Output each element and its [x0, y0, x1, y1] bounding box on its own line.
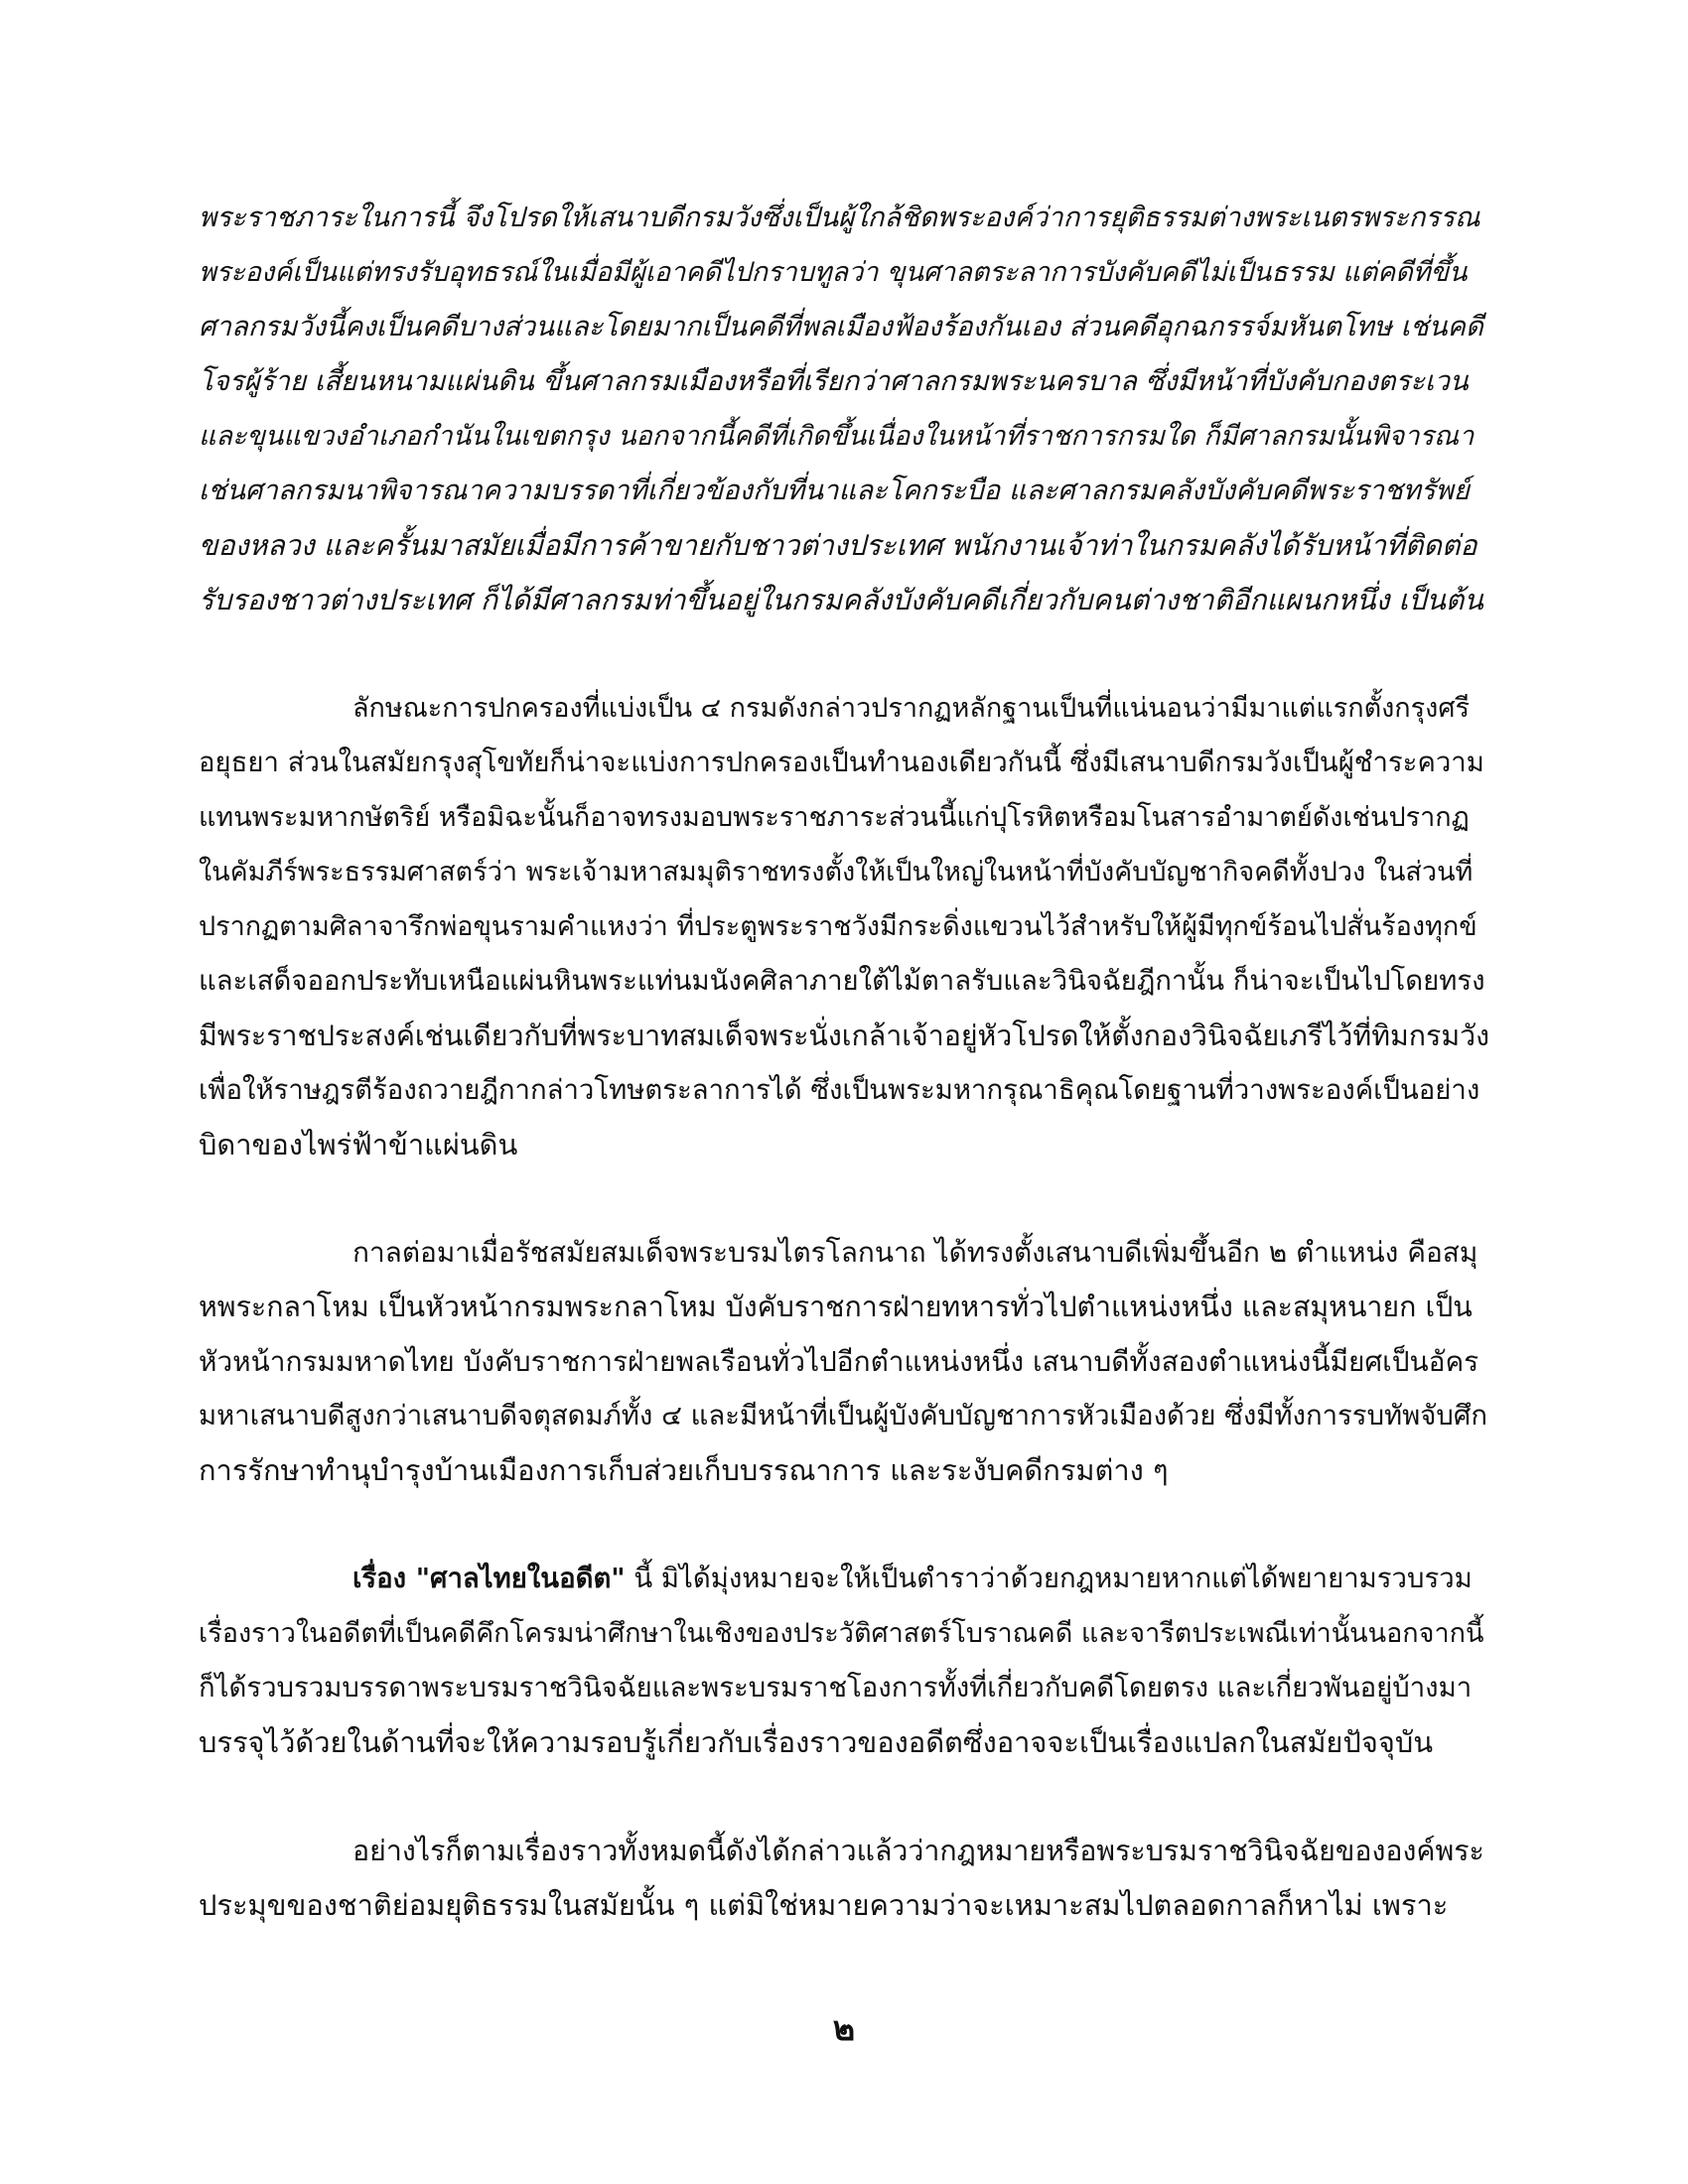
text-line: เรื่องราวในอดีตที่เป็นคดีคึกโครมน่าศึกษาในเชิงของประวัติศาสตร์โบราณคดี และจารีตประเพณีเท่านั้นนอกจากนี้: [199, 1618, 1484, 1649]
text-line: [199, 1552, 1489, 1606]
text-line: ศาลกรมวังนี้คงเป็นคดีบางส่วนและโดยมากเป็นคดีที่พลเมืองฟ้องร้องกันเอง ส่วนคดีอุกฉกรรจ์มหันตโทษ เช่นคดี: [199, 311, 1483, 342]
paragraph-italic-court-history: [199, 191, 1489, 627]
text-line: อย่างไรก็ตามเรื่องราวทั้งหมดนี้ดังได้กล่าวแล้วว่ากฎหมายหรือพระบรมราชวินิจฉัยขององค์พระ: [352, 1835, 1484, 1867]
page-number: ๒: [832, 2009, 856, 2049]
text-line: กาลต่อมาเมื่อรัชสมัยสมเด็จพระบรมไตรโลกนาถ ได้ทรงตั้งเสนาบดีเพิ่มขึ้นอีก ๒ ตำแหน่ง คือสมุ: [352, 1236, 1478, 1269]
text-line: การรักษาทำนุบำรุงบ้านเมืองการเก็บส่วยเก็บบรรณาการ และระงับคดีกรมต่าง ๆ: [199, 1453, 1169, 1487]
text-line: เพื่อให้ราษฎรตีร้องถวายฎีกากล่าวโทษตระลาการได้ ซึ่งเป็นพระมหากรุณาธิคุณโดยฐานที่วางพระองค์เป็นอย่าง: [199, 1074, 1480, 1106]
text-line: พระราชภาระในการนี้ จึงโปรดให้เสนาบดีกรมวังซึ่งเป็นผู้ใกล้ชิดพระองค์ว่าการยุติธรรมต่างพระเนตรพระกรรณ: [199, 202, 1480, 233]
paragraph-four-departments: [199, 681, 1489, 1172]
text-line: และขุนแขวงอำเภอกำนันในเขตกรุง นอกจากนี้คดีที่เกิดขึ้นเนื่องในหน้าที่ราชการกรมใด ก็มีศาลกรมนั้นพิจารณา: [199, 421, 1475, 452]
text-line: รับรองชาวต่างประเทศ ก็ได้มีศาลกรมท่าขึ้นอยู่ในกรมคลังบังคับคดีเกี่ยวกับคนต่างชาติอีกแผนกหนึ่ง เป็นต้น: [199, 584, 1483, 616]
bold-book-title: เรื่อง "ศาลไทยในอดีต": [352, 1563, 626, 1594]
paragraph-conclusion: [199, 1824, 1489, 1933]
text-line: หัวหน้ากรมมหาดไทย บังคับราชการฝ่ายพลเรือนทั่วไปอีกตำแหน่งหนึ่ง เสนาบดีทั้งสองตำแหน่งนี้มียศเป็นอัคร: [199, 1345, 1479, 1378]
text-line-rest: นี้ มิได้มุ่งหมายจะให้เป็นตำราว่าด้วยกฎหมายหากแต่ได้พยายามรวบรวม: [625, 1563, 1473, 1594]
text-line: พระองค์เป็นแต่ทรงรับอุทธรณ์ในเมื่อมีผู้เอาคดีไปกราบทูลว่า ขุนศาลตระลาการบังคับคดีไม่เป็นธรรม แต่คดีที่ขึ้น: [199, 257, 1468, 288]
text-line: บิดาของไพร่ฟ้าข้าแผ่นดิน: [199, 1128, 518, 1161]
text-line: เช่นศาลกรมนาพิจารณาความบรรดาที่เกี่ยวข้องกับที่นาและโคกระบือ และศาลกรมคลังบังคับคดีพระราชทรัพย์: [199, 475, 1470, 506]
text-line: ในคัมภีร์พระธรรมศาสตร์ว่า พระเจ้ามหาสมมุติราชทรงตั้งให้เป็นใหญ่ในหน้าที่บังคับบัญชากิจคดีทั้งปวง ในส่วนที่: [199, 857, 1474, 887]
text-line: แทนพระมหากษัตริย์ หรือมิฉะนั้นก็อาจทรงมอบพระราชภาระส่วนนี้แก่ปุโรหิตหรือมโนสารอำมาตย์ดังเช่นปรากฏ: [199, 802, 1470, 833]
text-line: ประมุขของชาติย่อมยุติธรรมในสมัยนั้น ๆ แต่มิใช่หมายความว่าจะเหมาะสมไปตลอดกาลก็หาไม่ เพราะ: [199, 1888, 1449, 1922]
text-line: ของหลวง และครั้นมาสมัยเมื่อมีการค้าขายกับชาวต่างประเทศ พนักงานเจ้าท่าในกรมคลังได้รับหน้าที่ติดต่อ: [199, 529, 1477, 562]
text-line: และเสด็จออกประทับเหนือแผ่นหินพระแท่นมนังคศิลาภายใต้ไม้ตาลรับและวินิจฉัยฎีกานั้น ก็น่าจะเป็นไปโดยทรง: [199, 965, 1485, 997]
text-line: มีพระราชประสงค์เช่นเดียวกับที่พระบาทสมเด็จพระนั่งเกล้าเจ้าอยู่หัวโปรดให้ตั้งกองวินิจฉัยเภรีไว้ที่ทิมกรมวัง: [199, 1020, 1489, 1052]
text-line: หพระกลาโหม เป็นหัวหน้ากรมพระกลาโหม บังคับราชการฝ่ายทหารทั่วไปตำแหน่งหนึ่ง และสมุหนายก เป็น: [199, 1291, 1473, 1323]
text-line: บรรจุไว้ด้วยในด้านที่จะให้ความรอบรู้เกี่ยวกับเรื่องราวของอดีตซึ่งอาจจะเป็นเรื่องแปลกในสมัยปัจจุบัน: [199, 1725, 1434, 1759]
text-line: ปรากฏตามศิลาจารึกพ่อขุนรามคำแหงว่า ที่ประตูพระราชวังมีกระดิ่งแขวนไว้สำหรับให้ผู้มีทุกข์ร้อนไปสั่นร้องทุกข์: [199, 911, 1477, 942]
text-line: มหาเสนาบดีสูงกว่าเสนาบดีจตุสดมภ์ทั้ง ๔ และมีหน้าที่เป็นผู้บังคับบัญชาการหัวเมืองด้วย ซึ่งมีทั้งการรบทัพจับศึก: [199, 1400, 1487, 1432]
text-line: โจรผู้ร้าย เสี้ยนหนามแผ่นดิน ขึ้นศาลกรมเมืองหรือที่เรียกว่าศาลกรมพระนครบาล ซึ่งมีหน้าที่บังคับกองตระเวน: [199, 365, 1469, 397]
text-line: ก็ได้รวบรวมบรรดาพระบรมราชวินิจฉัยและพระบรมราชโองการทั้งที่เกี่ยวกับคดีโดยตรง และเกี่ยวพันอยู่บ้างมา: [199, 1672, 1473, 1704]
paragraph-book-purpose: [199, 1552, 1489, 1770]
text-line: ลักษณะการปกครองที่แบ่งเป็น ๔ กรมดังกล่าวปรากฏหลักฐานเป็นที่แน่นอนว่ามีมาแต่แรกตั้งกรุงศรี: [352, 693, 1470, 724]
text-line: อยุธยา ส่วนในสมัยกรุงสุโขทัยก็น่าจะแบ่งการปกครองเป็นทำนองเดียวกันนี้ ซึ่งมีเสนาบดีกรมวังเป็นผู้ชำระความ: [199, 747, 1484, 778]
paragraph-trailok-ministers: [199, 1225, 1489, 1498]
